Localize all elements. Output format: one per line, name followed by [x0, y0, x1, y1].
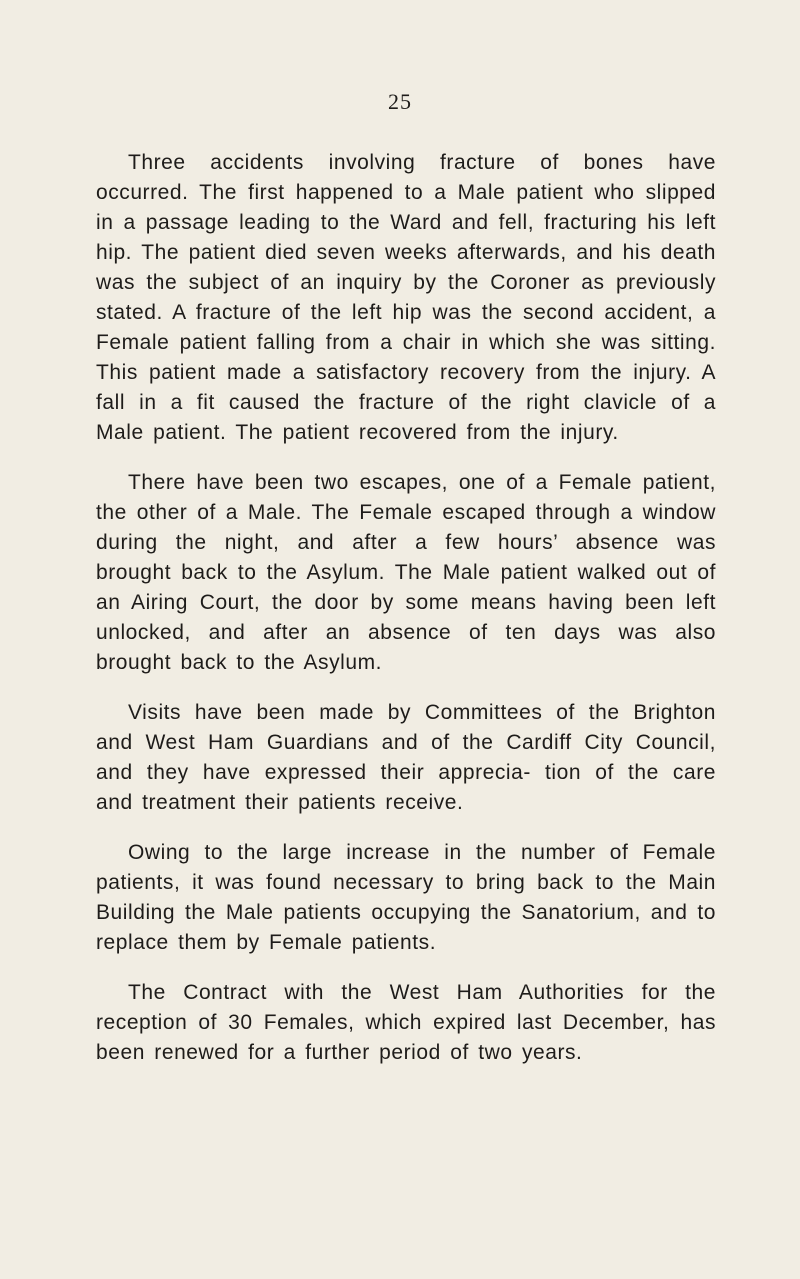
paragraph-escapes: There have been two escapes, one of a Female patient, the other of a Male. The Female escaped through a window during the night, and after a few hours’ absence was brought back to the Asylum. The Male patient walked out of an Airing Court, the door by some means having been left unlocked, and after an absence of ten days was also brought back to the Asylum.: [96, 471, 716, 674]
body-text: [96, 148, 716, 1088]
paragraph-contract: The Contract with the West Ham Authorities for the reception of 30 Females, which expired last December, has been renewed for a further period of two years.: [96, 981, 716, 1064]
paragraph-visits: Visits have been made by Committees of the Brighton and West Ham Guardians and of the Cardiff City Council, and they have expressed their apprecia- tion of the care and treatment their patients receive.: [96, 701, 716, 814]
page-number: 25: [388, 89, 412, 114]
paragraph-female-patients: Owing to the large increase in the number of Female patients, it was found necessary to bring back to the Main Building the Male patients occupying the Sanatorium, and to replace them by Female patients.: [96, 841, 716, 954]
paragraph-accidents: Three accidents involving fracture of bones have occurred. The first happened to a Male patient who slipped in a passage leading to the Ward and fell, fracturing his left hip. The patient died seven weeks afterwards, and his death was the subject of an inquiry by the Coroner as previously stated. A fracture of the left hip was the second accident, a Female patient falling from a chair in which she was sitting. This patient made a satisfactory recovery from the injury. A fall in a fit caused the fracture of the right clavicle of a Male patient. The patient recovered from the injury.: [96, 151, 716, 444]
